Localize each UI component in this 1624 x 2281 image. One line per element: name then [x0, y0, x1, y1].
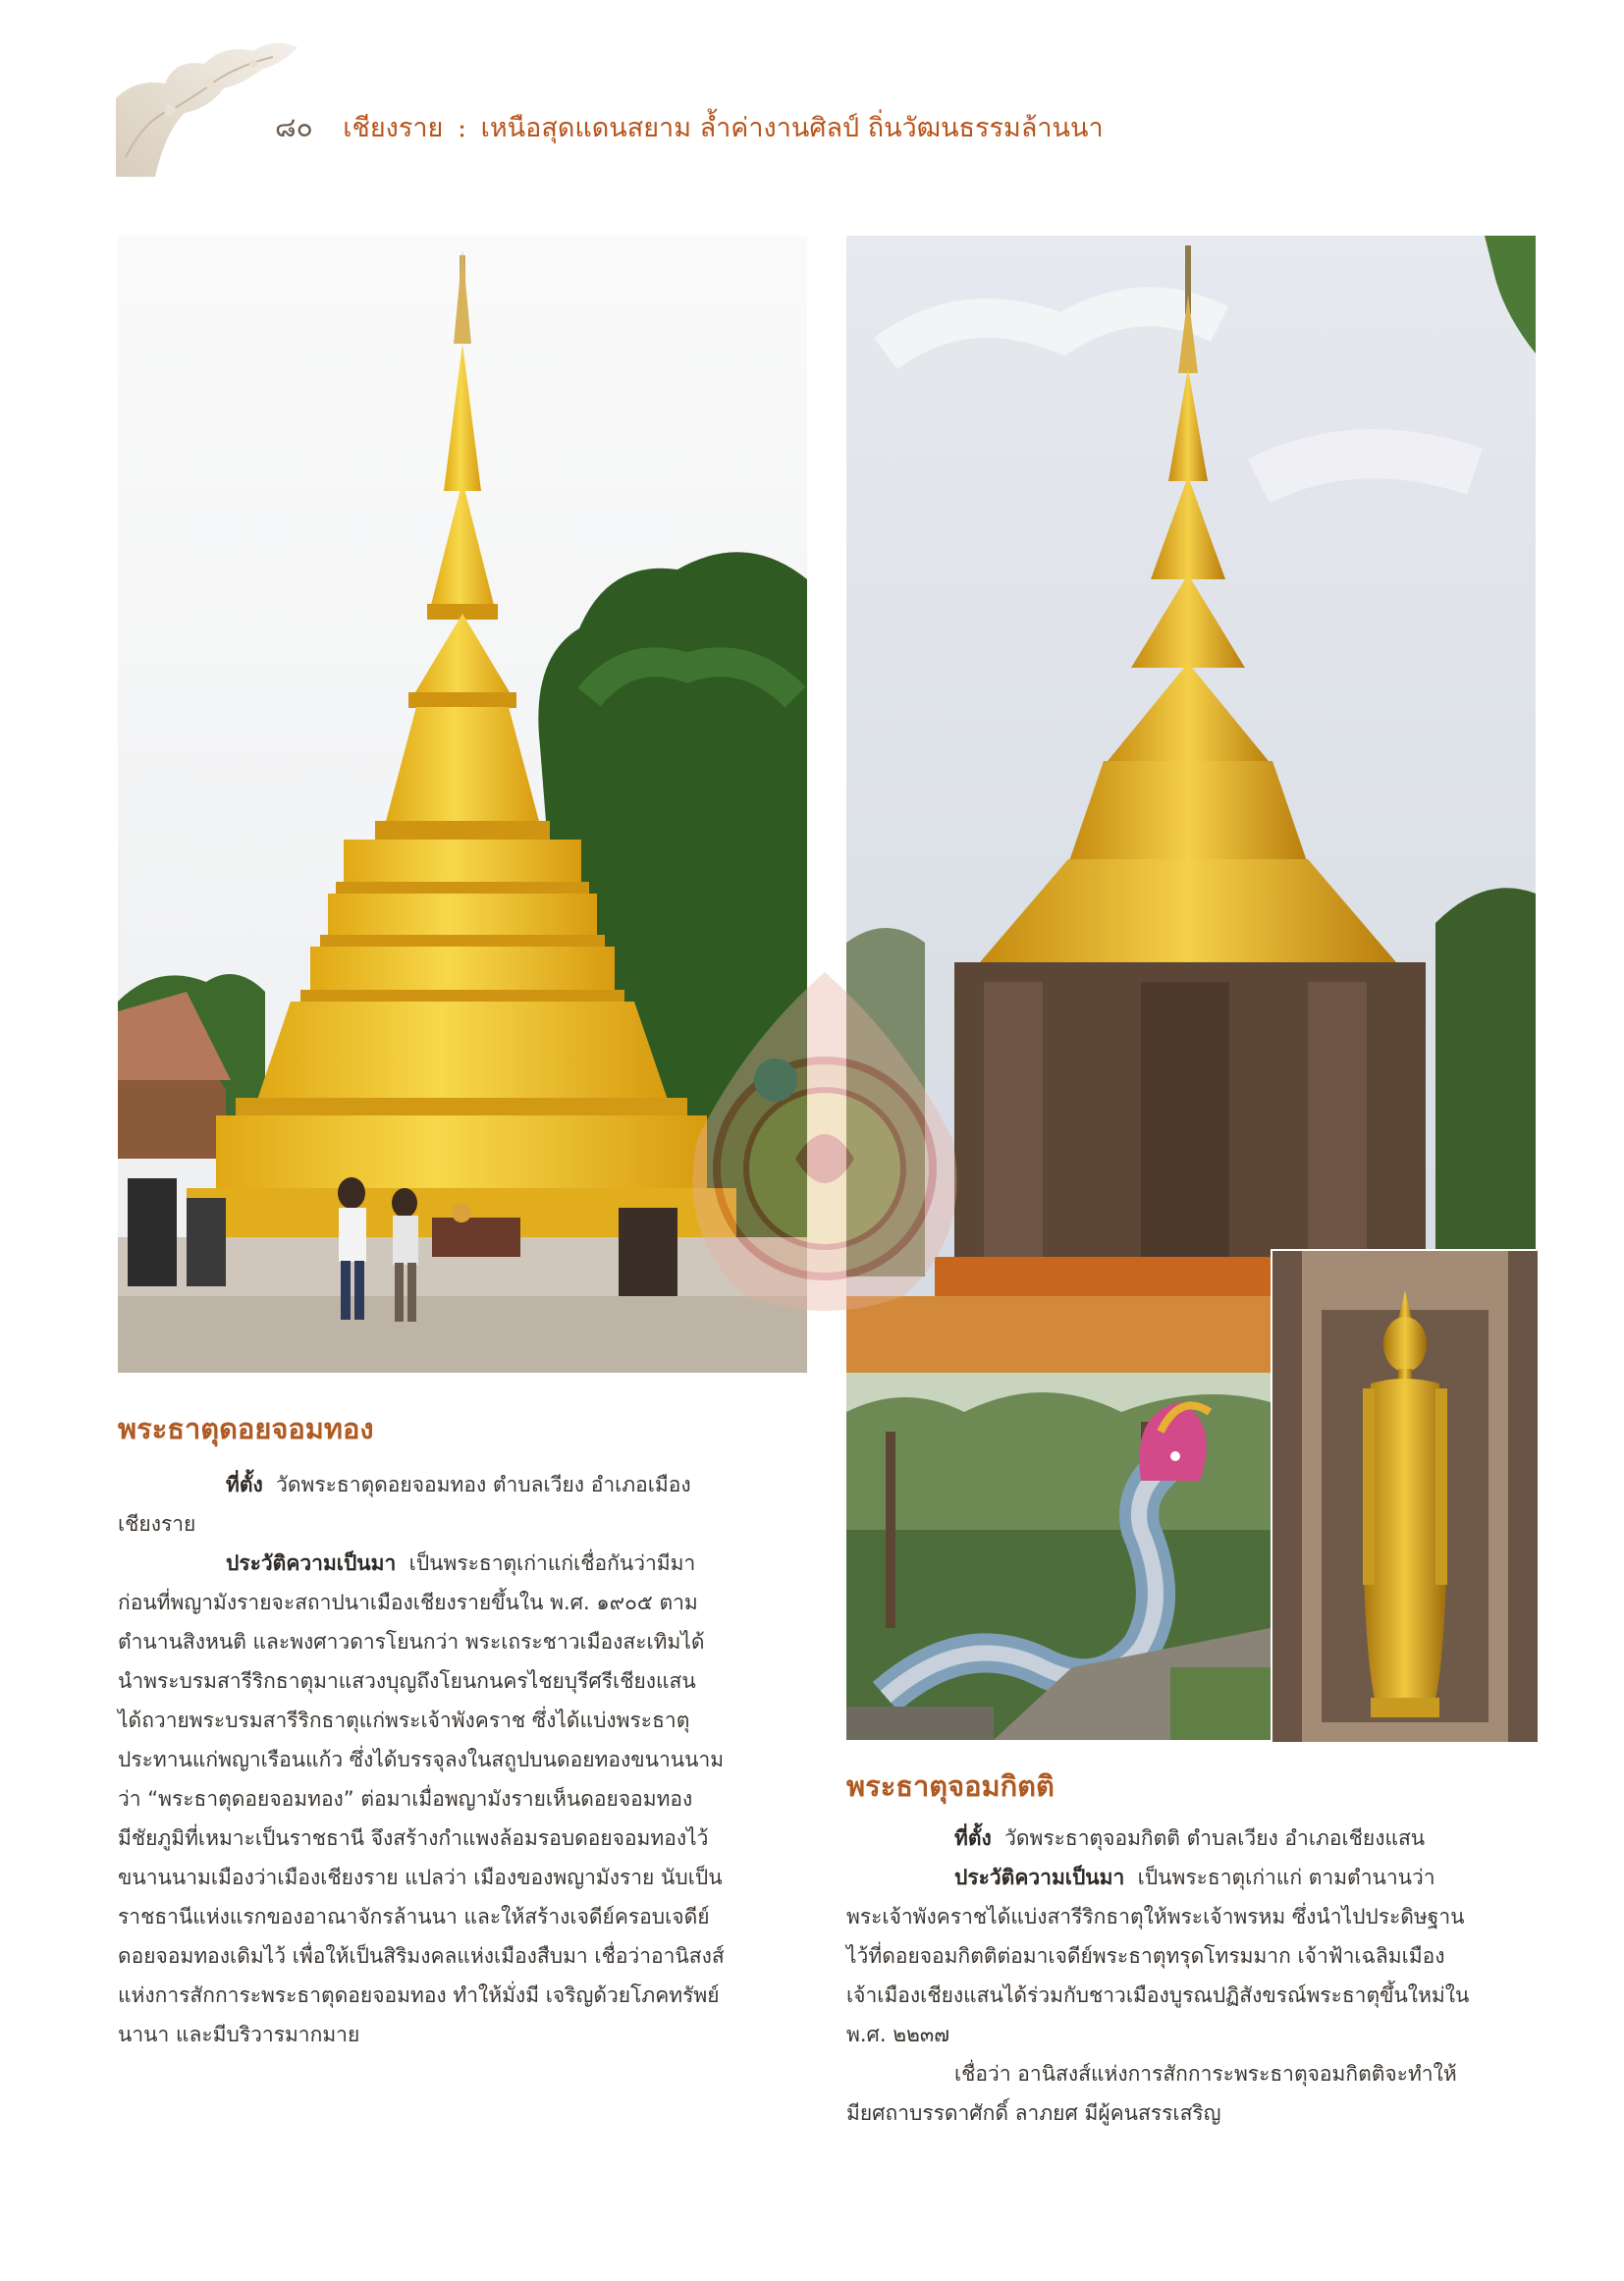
- history-line: เป็นพระธาตุเก่าแก่เชื่อกันว่ามีมา: [408, 1551, 696, 1575]
- history-line: เจ้าเมืองเชียงแสนได้ร่วมกับชาวเมืองบูรณปฏิสังขรณ์พระธาตุขึ้นใหม่ใน: [846, 1983, 1470, 2007]
- page-number: ๘๐: [275, 111, 313, 143]
- location-label: ที่ตั้ง: [954, 1826, 992, 1850]
- section2-history-first-line: [846, 1858, 1536, 1897]
- location-label: ที่ตั้ง: [226, 1473, 263, 1496]
- history-line: มีชัยภูมิที่เหมาะเป็นราชธานี จึงสร้างกำแพงล้อมรอบดอยจอมทองไว้: [118, 1826, 709, 1850]
- history-line: ก่อนที่พญามังรายจะสถาปนาเมืองเชียงรายขึ้นใน พ.ศ. ๑๙๐๕ ตาม: [118, 1591, 698, 1614]
- history-line: แห่งการสักการะพระธาตุดอยจอมทอง ทำให้มั่งมี เจริญด้วยโภคทรัพย์: [118, 1983, 720, 2007]
- belief-line: เชื่อว่า อานิสงส์แห่งการสักการะพระธาตุจอมกิตติจะทำให้: [954, 2062, 1457, 2086]
- section2-location: [846, 1819, 1536, 1858]
- location-text-cont: เชียงราย: [118, 1512, 196, 1536]
- running-header: [275, 106, 1104, 161]
- header-separator: :: [457, 113, 467, 143]
- photo-standing-buddha: [1271, 1249, 1540, 1744]
- book-name: เชียงราย: [343, 113, 444, 143]
- watermark-seal: [677, 962, 972, 1326]
- history-line: ไว้ที่ดอยจอมกิตติต่อมาเจดีย์พระธาตุทรุดโทรมมาก เจ้าฟ้าเฉลิมเมือง: [846, 1944, 1445, 1968]
- book-subtitle: เหนือสุดแดนสยาม ล้ำค่างานศิลป์ ถิ่นวัฒนธรรมล้านนา: [480, 113, 1104, 143]
- location-text: วัดพระธาตุดอยจอมทอง ตำบลเวียง อำเภอเมือง: [276, 1473, 691, 1496]
- history-line: พ.ศ. ๒๒๓๗: [846, 2023, 950, 2046]
- history-line: ตำนานสิงหนติ และพงศาวดารโยนกว่า พระเถระชาวเมืองสะเทิมได้: [118, 1630, 705, 1654]
- history-line: ว่า “พระธาตุดอยจอมทอง” ต่อมาเมื่อพญามังรายเห็นดอยจอมทอง: [118, 1787, 693, 1811]
- history-line: ดอยจอมทองเดิมไว้ เพื่อให้เป็นสิริมงคลแห่งเมืองสืบมา เชื่อว่าอานิสงส์: [118, 1944, 725, 1968]
- section1-history-first-line: [118, 1544, 807, 1583]
- section-title-chom-kitti: พระธาตุจอมกิตติ: [846, 1769, 1055, 1803]
- history-line: พระเจ้าพังคราชได้แบ่งสารีริกธาตุให้พระเจ้าพรหม ซึ่งนำไปประดิษฐาน: [846, 1905, 1465, 1928]
- history-line: ประทานแก่พญาเรือนแก้ว ซึ่งได้บรรจุลงในสถูปบนดอยทองขนานนาม: [118, 1748, 725, 1771]
- section-title-doi-chom-thong: พระธาตุดอยจอมทอง: [118, 1412, 374, 1445]
- section2-body: [846, 1819, 1536, 2133]
- location-text: วัดพระธาตุจอมกิตติ ตำบลเวียง อำเภอเชียงแสน: [1004, 1826, 1426, 1850]
- section1-body: [118, 1465, 807, 2054]
- history-line: นานา และมีบริวารมากมาย: [118, 2023, 360, 2046]
- history-line: ขนานนามเมืองว่าเมืองเชียงราย แปลว่า เมืองของพญามังราย นับเป็น: [118, 1866, 723, 1889]
- history-line: นำพระบรมสารีริกธาตุมาแสวงบุญถึงโยนกนครไชยบุรีศรีเชียงแสน: [118, 1669, 696, 1693]
- history-label: ประวัติความเป็นมา: [954, 1866, 1125, 1889]
- history-label: ประวัติความเป็นมา: [226, 1551, 397, 1575]
- section1-location: [118, 1465, 807, 1504]
- history-line: ราชธานีแห่งแรกของอาณาจักรล้านนา และให้สร้างเจดีย์ครอบเจดีย์: [118, 1905, 710, 1928]
- photo-naga-staircase: [846, 1373, 1271, 1740]
- belief-line: มียศถาบรรดาศักดิ์ ลาภยศ มีผู้คนสรรเสริญ: [846, 2101, 1221, 2125]
- history-line: เป็นพระธาตุเก่าแก่ ตามตำนานว่า: [1137, 1866, 1435, 1889]
- history-line: ได้ถวายพระบรมสารีริกธาตุแก่พระเจ้าพังคราช ซึ่งได้แบ่งพระธาตุ: [118, 1709, 690, 1732]
